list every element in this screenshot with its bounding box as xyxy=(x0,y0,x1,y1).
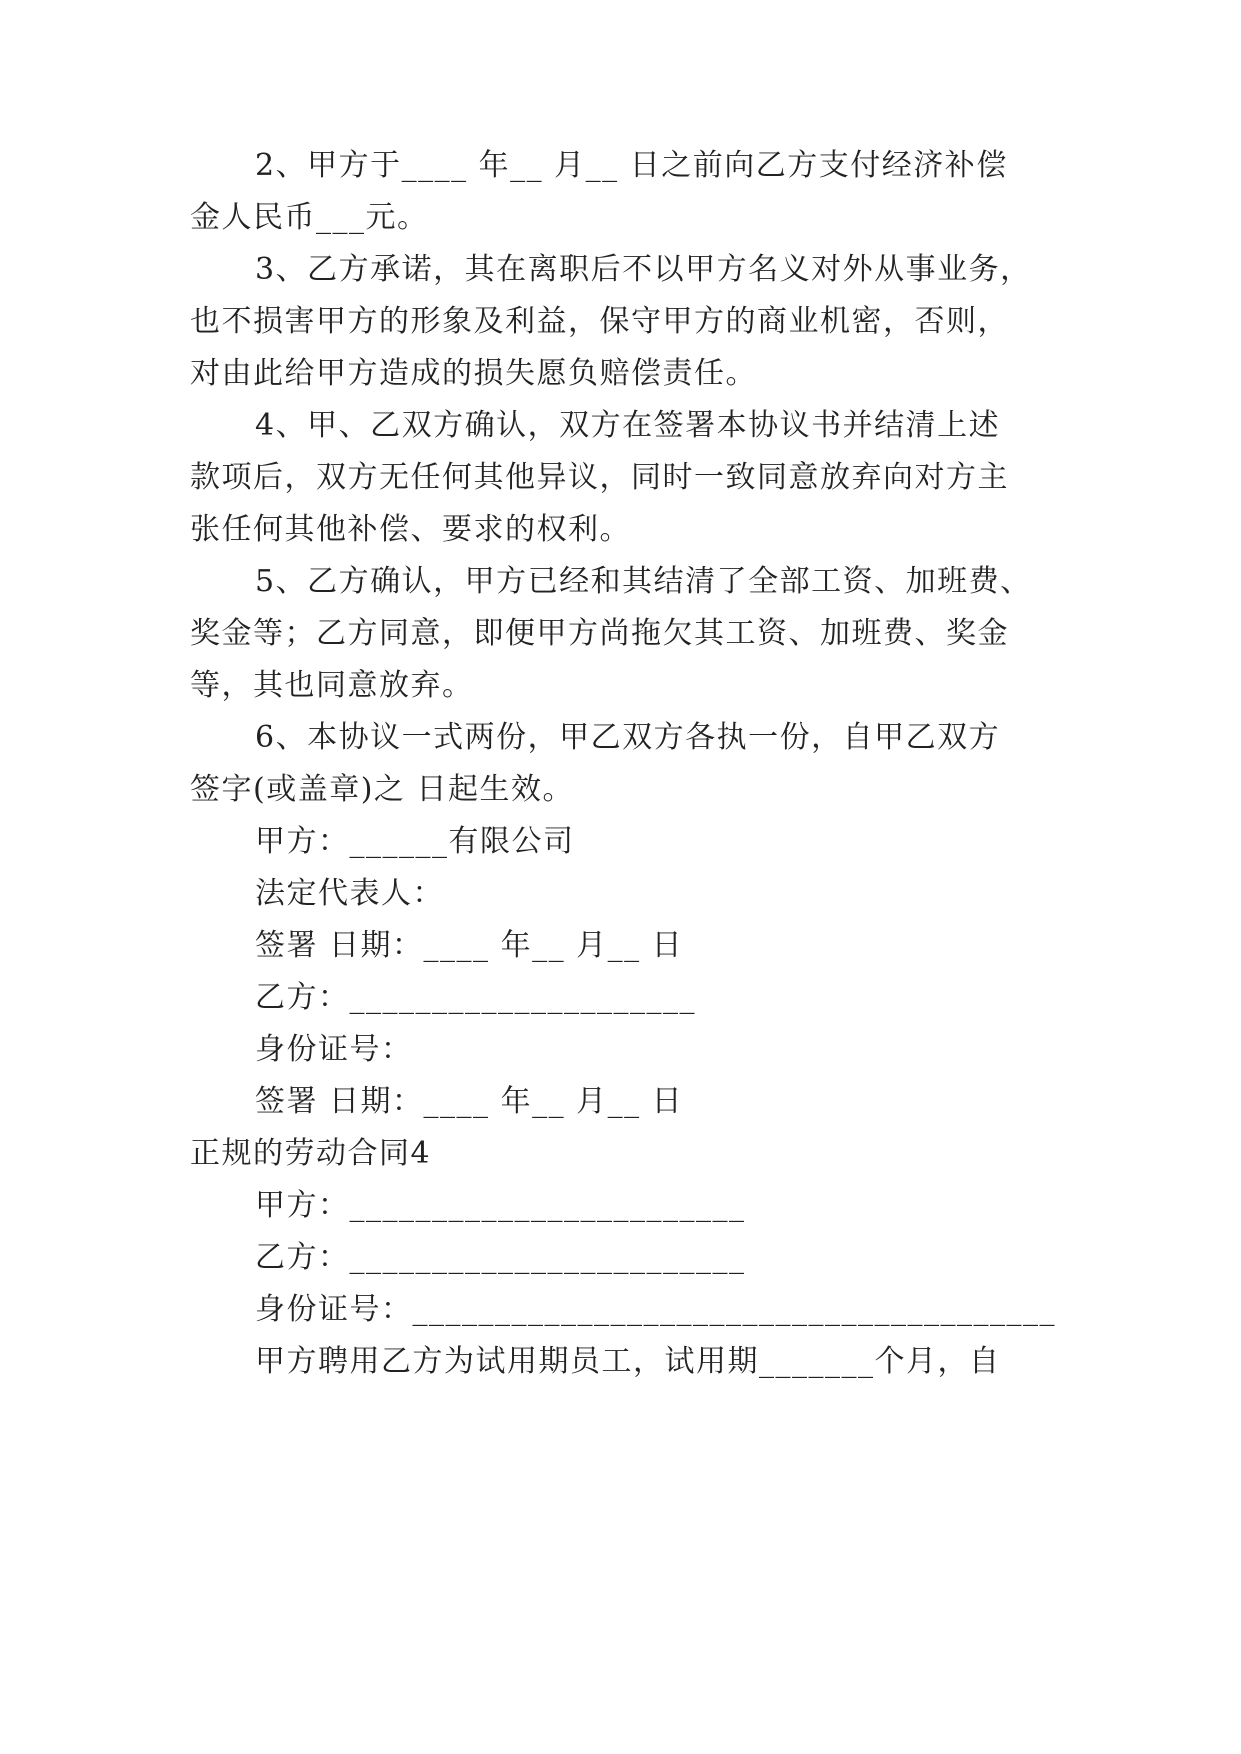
paragraph-5-line-2: 奖金等；乙方同意，即便甲方尚拖欠其工资、加班费、奖金 xyxy=(190,616,1009,651)
signature-party-b: 乙方：_____________________ xyxy=(255,980,696,1015)
paragraph-2-line-2: 金人民币___元。 xyxy=(190,200,429,235)
paragraph-4-line-2: 款项后，双方无任何其他异议，同时一致同意放弃向对方主 xyxy=(190,460,1009,495)
paragraph-3-line-1: 3、乙方承诺，其在离职后不以甲方名义对外从事业务， xyxy=(255,252,1032,287)
paragraph-6-line-1: 6、本协议一式两份，甲乙双方各执一份，自甲乙双方 xyxy=(255,720,1001,755)
paragraph-5-line-3: 等，其也同意放弃。 xyxy=(190,668,474,703)
contract-party-b: 乙方：________________________ xyxy=(255,1240,746,1275)
paragraph-6-line-2: 签字(或盖章)之 日起生效。 xyxy=(190,772,574,807)
contract-probation-line: 甲方聘用乙方为试用期员工，试用期_______个月，自 xyxy=(255,1344,1001,1379)
contract-title: 正规的劳动合同4 xyxy=(190,1136,432,1171)
signature-date-b: 签署 日期：____ 年__ 月__ 日 xyxy=(255,1084,684,1119)
paragraph-3-line-3: 对由此给甲方造成的损失愿负赔偿责任。 xyxy=(190,356,757,391)
paragraph-3-line-2: 也不损害甲方的形象及利益，保守甲方的商业机密，否则， xyxy=(190,304,1009,339)
signature-date-a: 签署 日期：____ 年__ 月__ 日 xyxy=(255,928,684,963)
paragraph-4-line-3: 张任何其他补偿、要求的权利。 xyxy=(190,512,631,547)
paragraph-4-line-1: 4、甲、乙双方确认，双方在签署本协议书并结清上述 xyxy=(255,408,1001,443)
paragraph-5-line-1: 5、乙方确认，甲方已经和其结清了全部工资、加班费、 xyxy=(255,564,1032,599)
contract-id-number: 身份证号：_______________________________________ xyxy=(255,1292,1056,1327)
contract-party-a: 甲方：________________________ xyxy=(255,1188,746,1223)
signature-party-a: 甲方：______有限公司 xyxy=(255,824,575,859)
signature-id-number: 身份证号： xyxy=(255,1032,413,1067)
signature-legal-rep: 法定代表人： xyxy=(255,876,444,911)
paragraph-2-line-1: 2、甲方于____ 年__ 月__ 日之前向乙方支付经济补偿 xyxy=(255,148,1008,183)
